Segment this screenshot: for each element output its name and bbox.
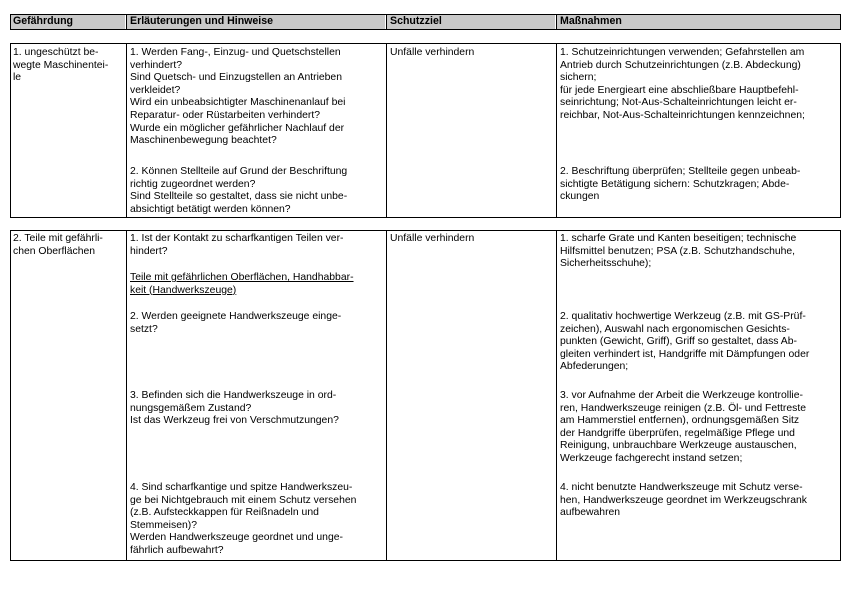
- row2-bottom-border: [10, 560, 841, 561]
- header-erlaeuterungen: Erläuterungen und Hinweise: [127, 14, 385, 29]
- row2-massnahme-3: 3. vor Aufnahme der Arbeit die Werkzeuge kontrollie- ren, Handwerkszeuge reinigen (z.B. Öl- und Fettreste am Hammerstiel entfernen), ordnungsgemäßen Sitz der Handgriffe überprüfen, regelmäßige Pflege und Reinigung, unbrauchbare Werkzeuge austauschen, Werkzeuge fachgerecht instand setzen;: [560, 390, 807, 464]
- row2-border: [386, 230, 387, 561]
- row1-top-border: [10, 43, 841, 44]
- row1-border: [556, 43, 557, 218]
- header-border: [10, 14, 11, 30]
- row2-top-border: [10, 230, 841, 231]
- row1-erlaeuterung-1: 1. Werden Fang-, Einzug- und Quetschstellen verhindert? Sind Quetsch- und Einzugstellen an Antrieben verkleidet? Wird ein unbeabsichtigter Maschinenanlauf bei Reparatur- oder Rüstarbeiten verhindert? Wurde ein möglicher gefährlicher Nachlauf der Maschinenbewegung beachtet?: [130, 47, 346, 147]
- row1-gefaehrdung: 1. ungeschützt be- wegte Maschinentei- le: [13, 47, 109, 84]
- row1-erlaeuterung-2: 2. Können Stellteile auf Grund der Beschriftung richtig zugeordnet werden? Sind Stellteile so gestaltet, dass sie nicht unbe- absichtigt betätigt werden können?: [130, 166, 348, 215]
- row1-border: [840, 43, 841, 218]
- row2-gefaehrdung: 2. Teile mit gefährli- chen Oberflächen: [13, 233, 103, 257]
- row1-bottom-border: [10, 217, 841, 218]
- header-gefaehrdung: Gefährdung: [10, 14, 125, 29]
- header-top-border: [10, 14, 841, 15]
- header-border: [556, 14, 557, 30]
- row2-erlaeuterung-2: 2. Werden geeignete Handwerkszeuge einge- setzt?: [130, 311, 342, 335]
- header-border: [840, 14, 841, 30]
- row2-erlaeuterung-4: 4. Sind scharfkantige und spitze Handwerkszeu- ge bei Nichtgebrauch mit einem Schutz versehen (z.B. Aufsteckkappen für Reißnadeln und Stemmeisen)? Werden Handwerkszeuge geordnet und unge- fährlich aufbewahrt?: [130, 482, 357, 556]
- row1-border: [126, 43, 127, 218]
- row1-massnahme-2: 2. Beschriftung überprüfen; Stellteile gegen unbeab- sichtigte Betätigung sichern: Schutzkragen; Abde- ckungen: [560, 166, 801, 203]
- row2-border: [840, 230, 841, 561]
- row2-massnahme-2: 2. qualitativ hochwertige Werkzeug (z.B. mit GS-Prüf- zeichen), Auswahl nach ergonomischen Gesichts- punkten (Gewicht, Griff), Griff so gestaltet, dass Ab- gleiten verhindert ist, Handgriffe mit Dämpfungen oder Abfederungen;: [560, 311, 810, 373]
- row2-erlaeuterung-3: 3. Befinden sich die Handwerkszeuge in ord- nungsgemäßem Zustand? Ist das Werkzeug frei von Verschmutzungen?: [130, 390, 339, 427]
- row2-massnahme-4: 4. nicht benutzte Handwerkszeuge mit Schutz verse- hen, Handwerkszeuge geordnet im Werkzeugschrank aufbewahren: [560, 482, 808, 519]
- row2-border: [126, 230, 127, 561]
- row2-erlaeuterung-subheading: Teile mit gefährlichen Oberflächen, Handhabbar- keit (Handwerkszeuge): [130, 272, 354, 296]
- row1-border: [10, 43, 11, 218]
- row1-border: [386, 43, 387, 218]
- row2-border: [556, 230, 557, 561]
- row1-massnahme-1: 1. Schutzeinrichtungen verwenden; Gefahrstellen am Antrieb durch Schutzeinrichtungen (z.B. Abdeckung) sichern; für jede Energieart eine abschließbare Hauptbefehl- seinrichtung; Not-Aus-Schalteinrichtungen leicht er- reichbar, Not-Aus-Schalteinrichtungen kennzeichnen;: [560, 47, 805, 121]
- row2-border: [10, 230, 11, 561]
- header-massnahmen: Maßnahmen: [557, 14, 840, 29]
- header-border: [386, 14, 387, 30]
- row2-massnahme-1: 1. scharfe Grate und Kanten beseitigen; technische Hilfsmittel benutzen; PSA (z.B. Schutzhandschuhe, Sicherheitsschuhe);: [560, 233, 797, 270]
- header-bottom-border: [10, 29, 841, 30]
- row2-erlaeuterung-1: 1. Ist der Kontakt zu scharfkantigen Teilen ver- hindert?: [130, 233, 344, 257]
- header-schutzziel: Schutzziel: [387, 14, 555, 29]
- row1-schutzziel: Unfälle verhindern: [390, 47, 475, 58]
- header-border: [126, 14, 127, 30]
- row2-schutzziel: Unfälle verhindern: [390, 233, 475, 244]
